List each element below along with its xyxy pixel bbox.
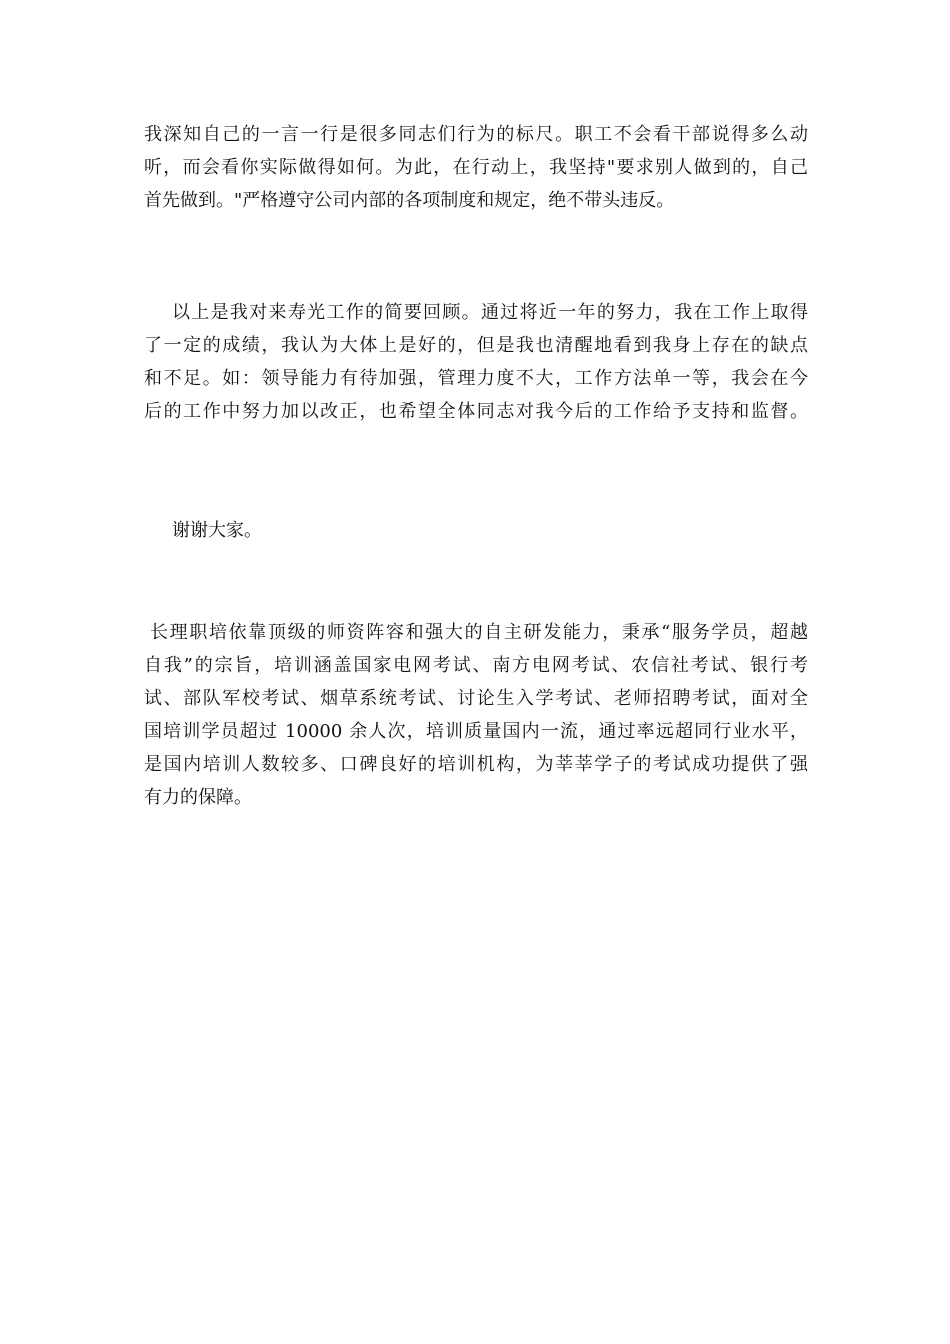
text-line: 了一定的成绩，我认为大体上是好的，但是我也清醒地看到我身上存在的缺点 (144, 335, 808, 356)
paragraph-thanks (144, 514, 808, 547)
text-line: 以上是我对来寿光工作的简要回顾。通过将近一年的努力，我在工作上取得 (172, 302, 808, 323)
paragraph-training-ad (144, 616, 808, 814)
text-line: 我深知自己的一言一行是很多同志们行为的标尺。职工不会看干部说得多么动 (144, 124, 808, 145)
text-line: 谢谢大家。 (172, 520, 262, 541)
text-line: 后的工作中努力加以改正，也希望全体同志对我今后的工作给予支持和监督。 (144, 401, 808, 422)
text-line: 长理职培依靠顶级的师资阵容和强大的自主研发能力，秉承“服务学员，超越 (150, 622, 808, 643)
paragraph-conduct (144, 118, 808, 217)
text-line: 听，而会看你实际做得如何。为此，在行动上，我坚持"要求别人做到的，自己 (144, 157, 808, 178)
paragraph-review (144, 296, 808, 428)
text-line: 是国内培训人数较多、口碑良好的培训机构，为莘莘学子的考试成功提供了强 (144, 754, 808, 775)
text-line: 和不足。如：领导能力有待加强，管理力度不大，工作方法单一等，我会在今 (144, 368, 808, 389)
text-line: 首先做到。"严格遵守公司内部的各项制度和规定，绝不带头违反。 (144, 190, 675, 211)
text-line: 试、部队军校考试、烟草系统考试、讨论生入学考试、老师招聘考试，面对全 (144, 688, 808, 709)
text-line: 自我”的宗旨，培训涵盖国家电网考试、南方电网考试、农信社考试、银行考 (144, 655, 808, 676)
text-line: 有力的保障。 (144, 787, 252, 808)
text-line: 国培训学员超过 10000 余人次，培训质量国内一流，通过率远超同行业水平， (144, 721, 808, 742)
